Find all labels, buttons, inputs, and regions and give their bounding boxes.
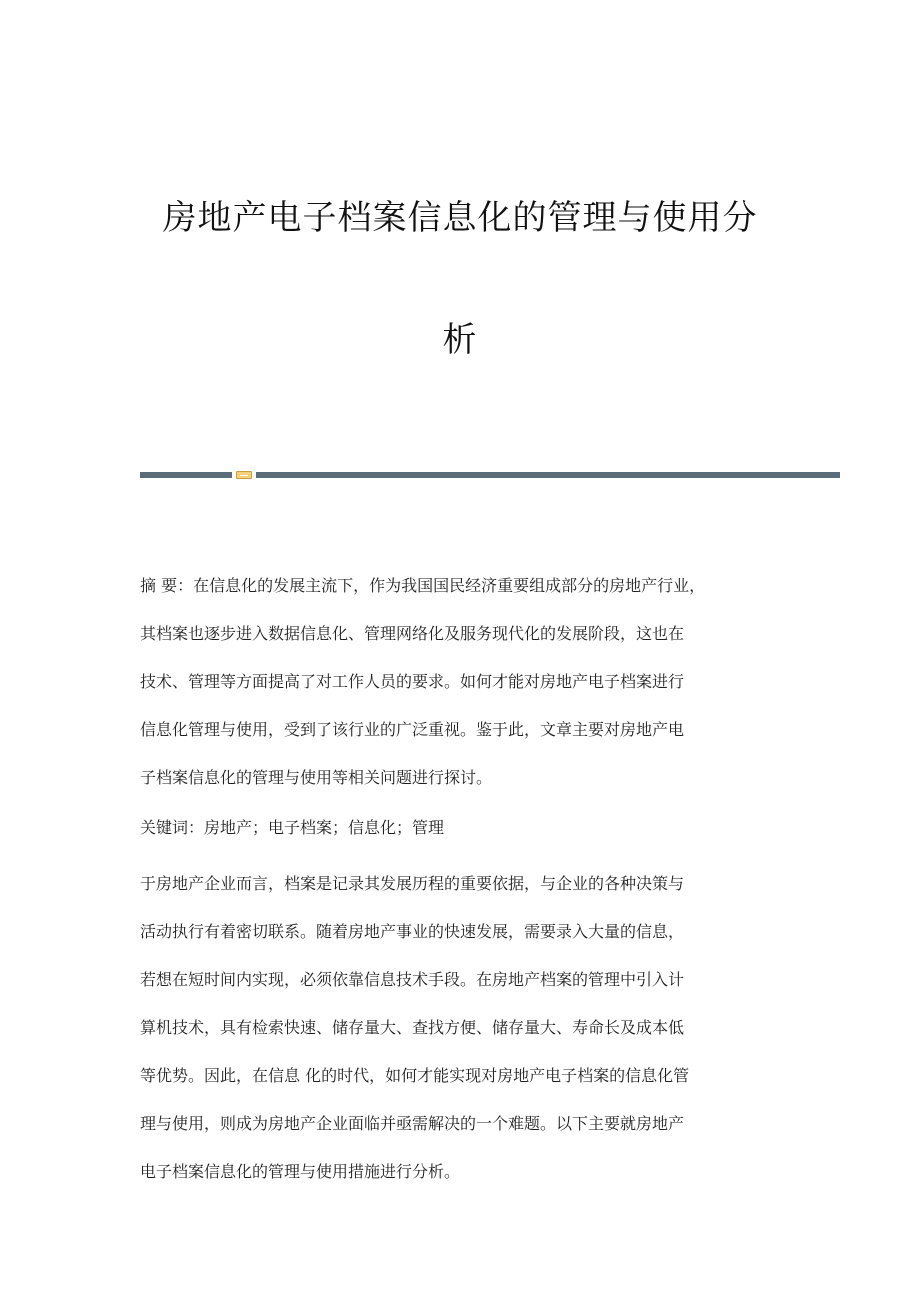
abstract-line: 信息化管理与使用，受到了该行业的广泛重视。鉴于此，文章主要对房地产电 xyxy=(140,720,685,739)
body-line: 活动执行有着密切联系。随着房地产事业的快速发展，需要录入大量的信息， xyxy=(140,922,685,941)
body-line: 等优势。因此，在信息 化的时代，如何才能实现对房地产电子档案的信息化管 xyxy=(140,1066,690,1085)
title-divider xyxy=(140,471,840,479)
abstract-paragraph xyxy=(140,562,800,802)
keywords-line: 关键词：房地产；电子档案；信息化；管理 xyxy=(140,818,445,837)
body-paragraph xyxy=(140,860,800,1196)
title-line-2: 析 xyxy=(442,320,478,360)
keywords-paragraph xyxy=(140,804,800,852)
divider-bar-left xyxy=(140,472,232,478)
body-line: 于房地产企业而言，档案是记录其发展历程的重要依据，与企业的各种决策与 xyxy=(140,874,685,893)
body-line: 电子档案信息化的管理与使用措施进行分析。 xyxy=(140,1162,461,1181)
abstract-line: 摘 要：在信息化的发展主流下，作为我国国民经济重要组成部分的房地产行业， xyxy=(140,576,706,595)
abstract-line: 其档案也逐步进入数据信息化、管理网络化及服务现代化的发展阶段，这也在 xyxy=(140,624,685,643)
body-line: 理与使用，则成为房地产企业面临并亟需解决的一个难题。以下主要就房地产 xyxy=(140,1114,685,1133)
divider-bar-right xyxy=(256,472,840,478)
body-line: 若想在短时间内实现，必须依靠信息技术手段。在房地产档案的管理中引入计 xyxy=(140,970,685,989)
title-line-1: 房地产电子档案信息化的管理与使用分 xyxy=(162,198,758,238)
body-line: 算机技术，具有检索快速、储存量大、查找方便、储存量大、寿命长及成本低 xyxy=(140,1018,685,1037)
abstract-line: 技术、管理等方面提高了对工作人员的要求。如何才能对房地产电子档案进行 xyxy=(140,672,685,691)
abstract-line: 子档案信息化的管理与使用等相关问题进行探讨。 xyxy=(140,768,493,787)
divider-emblem-icon xyxy=(236,471,252,479)
